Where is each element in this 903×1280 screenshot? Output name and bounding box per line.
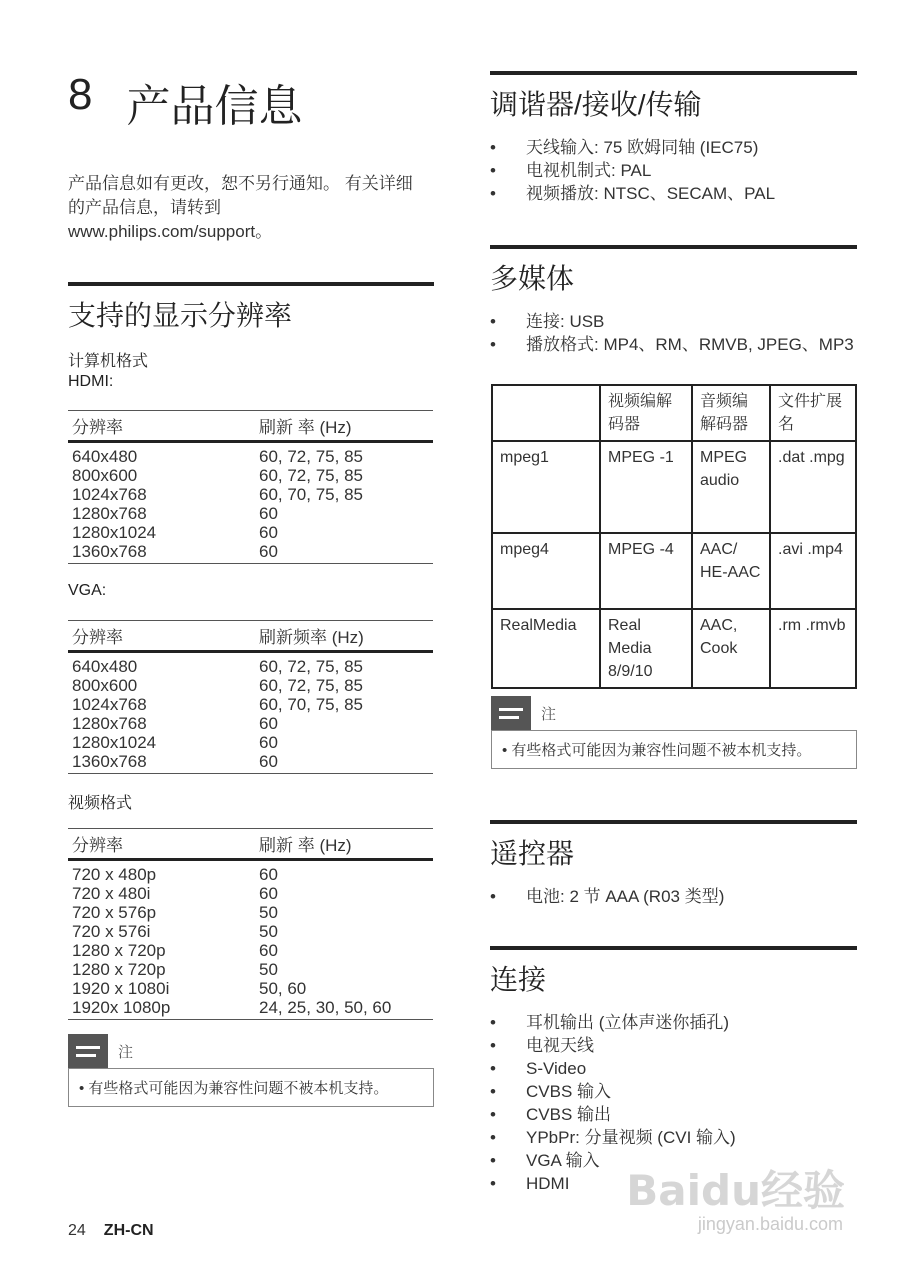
list-item: • CVBS 输入 <box>490 1080 857 1103</box>
table-header-cell <box>492 385 600 441</box>
table-cell: Real Media 8/9/10 <box>600 609 692 688</box>
table-cell: 640x480 <box>72 657 138 676</box>
list-item: • HDMI <box>490 1172 857 1195</box>
table-cell: 60, 72, 75, 85 <box>259 676 363 695</box>
table-row <box>68 466 433 485</box>
table-cell: 1024x768 <box>72 485 147 504</box>
multimedia-title: 多媒体 <box>490 263 575 294</box>
table-cell: 720 x 576p <box>72 903 157 922</box>
table-cell: 1360x768 <box>68 752 255 774</box>
table-row <box>68 485 433 504</box>
table-row <box>492 533 856 609</box>
table-row <box>68 752 433 774</box>
list-item: • 电池: 2 节 AAA (R03 类型) <box>490 885 857 908</box>
table-cell: 720 x 480p <box>72 865 157 884</box>
table-cell: 60 <box>259 941 278 960</box>
note-header <box>68 1034 434 1068</box>
note-text: 有些格式可能因为兼容性问题不被本机支持。 <box>511 742 812 759</box>
col-resolution: 分辨率 <box>68 621 255 652</box>
vga-table <box>68 620 433 774</box>
list-item: • 视频播放: NTSC、SECAM、PAL <box>490 182 857 205</box>
table-cell: mpeg4 <box>492 533 600 609</box>
note-text: 有些格式可能因为兼容性问题不被本机支持。 <box>88 1080 389 1097</box>
table-cell: 1920 x 1080i <box>72 979 170 998</box>
table-cell: 50, 60 <box>259 979 307 998</box>
chapter-number: 8 <box>68 70 93 119</box>
table-cell: 60, 72, 75, 85 <box>259 657 363 676</box>
table-header-cell: 视频编解码器 <box>600 385 692 441</box>
table-row <box>68 714 433 733</box>
list-item: • CVBS 输出 <box>490 1103 857 1126</box>
table-cell: 1920x 1080p <box>68 998 255 1020</box>
list-item: • 电视天线 <box>490 1034 857 1057</box>
table-cell: mpeg1 <box>492 441 600 533</box>
table-cell: .dat .mpg <box>770 441 856 533</box>
table-cell: 60 <box>255 542 433 564</box>
page-footer <box>68 1222 154 1240</box>
connections-title: 连接 <box>490 964 547 995</box>
table-cell: 60, 70, 75, 85 <box>259 485 363 504</box>
resolution-title: 支持的显示分辨率 <box>68 300 293 331</box>
table-cell: 720 x 480i <box>72 884 151 903</box>
table-row <box>68 960 433 979</box>
table-row <box>68 676 433 695</box>
tuner-title: 调谐器/接收/传输 <box>490 89 702 120</box>
table-cell: 60 <box>255 752 433 774</box>
table-row <box>68 442 433 467</box>
table-cell: 60, 72, 75, 85 <box>259 447 363 466</box>
table-cell: 1024x768 <box>72 695 147 714</box>
table-cell: 1280x1024 <box>72 523 157 542</box>
table-row <box>68 979 433 998</box>
table-cell: 60 <box>259 733 278 752</box>
table-cell: 60 <box>259 884 278 903</box>
table-row <box>68 884 433 903</box>
multimedia-section <box>490 245 857 297</box>
table-cell: 1280x768 <box>72 714 147 733</box>
table-row <box>68 523 433 542</box>
baidu-watermark-url: jingyan.baidu.com <box>697 1214 843 1234</box>
table-cell: 1360x768 <box>68 542 255 564</box>
note-header <box>491 696 857 730</box>
list-item: • 播放格式: MP4、RM、RMVB, JPEG、MP3 <box>490 333 857 356</box>
table-row <box>68 903 433 922</box>
table-row <box>68 733 433 752</box>
table-cell: 800x600 <box>72 676 138 695</box>
remote-list <box>490 885 857 908</box>
table-cell: 50 <box>259 903 278 922</box>
connections-section <box>490 946 857 998</box>
table-row <box>68 652 433 677</box>
list-item: • 连接: USB <box>490 310 857 333</box>
table-cell: 60 <box>259 523 278 542</box>
note-label: 注 <box>118 1043 134 1061</box>
page-number: 24 <box>68 1222 86 1239</box>
language-code: ZH-CN <box>103 1222 154 1239</box>
remote-section <box>490 820 857 872</box>
table-cell: 1280 x 720p <box>72 960 166 979</box>
list-item: • 耳机输出 (立体声迷你插孔) <box>490 1011 857 1034</box>
tuner-section <box>490 71 857 123</box>
table-cell: 640x480 <box>72 447 138 466</box>
note-body: • 有些格式可能因为兼容性问题不被本机支持。 <box>491 730 857 769</box>
col-refresh: 刷新 率 (Hz) <box>255 411 433 442</box>
table-cell: 720 x 576i <box>72 922 151 941</box>
table-cell: 800x600 <box>72 466 138 485</box>
list-item: • S-Video <box>490 1057 857 1080</box>
intro-paragraph: 产品信息如有更改，恕不另行通知。 有关详细的产品信息，请转到 www.philips.com/support。 <box>68 174 413 241</box>
table-row <box>492 609 856 688</box>
multimedia-list <box>490 310 857 356</box>
table-row <box>68 922 433 941</box>
table-cell: .rm .rmvb <box>770 609 856 688</box>
note-label: 注 <box>541 705 557 723</box>
table-cell: 50 <box>259 960 278 979</box>
chapter-title: 产品信息 <box>126 82 303 131</box>
table-cell: RealMedia <box>492 609 600 688</box>
table-cell: AAC, Cook <box>692 609 770 688</box>
note-icon <box>491 696 531 730</box>
table-cell: MPEG -1 <box>600 441 692 533</box>
list-item: • VGA 输入 <box>490 1149 857 1172</box>
table-cell: 50 <box>259 922 278 941</box>
table-cell: AAC/ HE-AAC <box>692 533 770 609</box>
table-cell: 24, 25, 30, 50, 60 <box>255 998 433 1020</box>
col-resolution: 分辨率 <box>68 829 255 860</box>
table-header-row <box>492 385 856 441</box>
list-item: • YPbPr: 分量视频 (CVI 输入) <box>490 1126 857 1149</box>
table-cell: 1280x768 <box>72 504 147 523</box>
tuner-list <box>490 136 857 205</box>
table-header-cell: 音频编解码器 <box>692 385 770 441</box>
baidu-watermark-logo: Baidu经验 <box>626 1166 845 1215</box>
table-cell: MPEG -4 <box>600 533 692 609</box>
table-cell: 1280x1024 <box>72 733 157 752</box>
hdmi-table <box>68 410 433 564</box>
pc-format-label: 计算机格式 <box>68 353 149 370</box>
media-format-table <box>491 384 857 689</box>
table-cell: 60 <box>259 865 278 884</box>
table-row <box>492 441 856 533</box>
note-body: • 有些格式可能因为兼容性问题不被本机支持。 <box>68 1068 434 1107</box>
note-resolution <box>68 1034 434 1107</box>
table-row <box>68 542 433 564</box>
col-refresh: 刷新频率 (Hz) <box>255 621 433 652</box>
note-multimedia <box>491 696 857 769</box>
hdmi-label: HDMI: <box>68 373 114 390</box>
list-item: • 电视机制式: PAL <box>490 159 857 182</box>
table-header-cell: 文件扩展名 <box>770 385 856 441</box>
col-refresh: 刷新 率 (Hz) <box>255 829 433 860</box>
remote-title: 遥控器 <box>490 838 575 869</box>
col-resolution: 分辨率 <box>68 411 255 442</box>
table-row <box>68 504 433 523</box>
vga-label: VGA: <box>68 582 107 599</box>
list-item: • 天线输入: 75 欧姆同轴 (IEC75) <box>490 136 857 159</box>
resolution-section <box>68 282 434 334</box>
table-cell: MPEG audio <box>692 441 770 533</box>
table-cell: .avi .mp4 <box>770 533 856 609</box>
video-format-label: 视频格式 <box>68 795 133 812</box>
table-row <box>68 941 433 960</box>
table-cell: 60, 70, 75, 85 <box>259 695 363 714</box>
table-row <box>68 695 433 714</box>
chapter-heading <box>68 70 302 134</box>
note-icon <box>68 1034 108 1068</box>
table-cell: 60 <box>259 714 278 733</box>
table-cell: 60 <box>259 504 278 523</box>
table-cell: 60, 72, 75, 85 <box>259 466 363 485</box>
table-row <box>68 998 433 1020</box>
video-table <box>68 828 433 1020</box>
table-row <box>68 860 433 885</box>
table-cell: 1280 x 720p <box>72 941 166 960</box>
